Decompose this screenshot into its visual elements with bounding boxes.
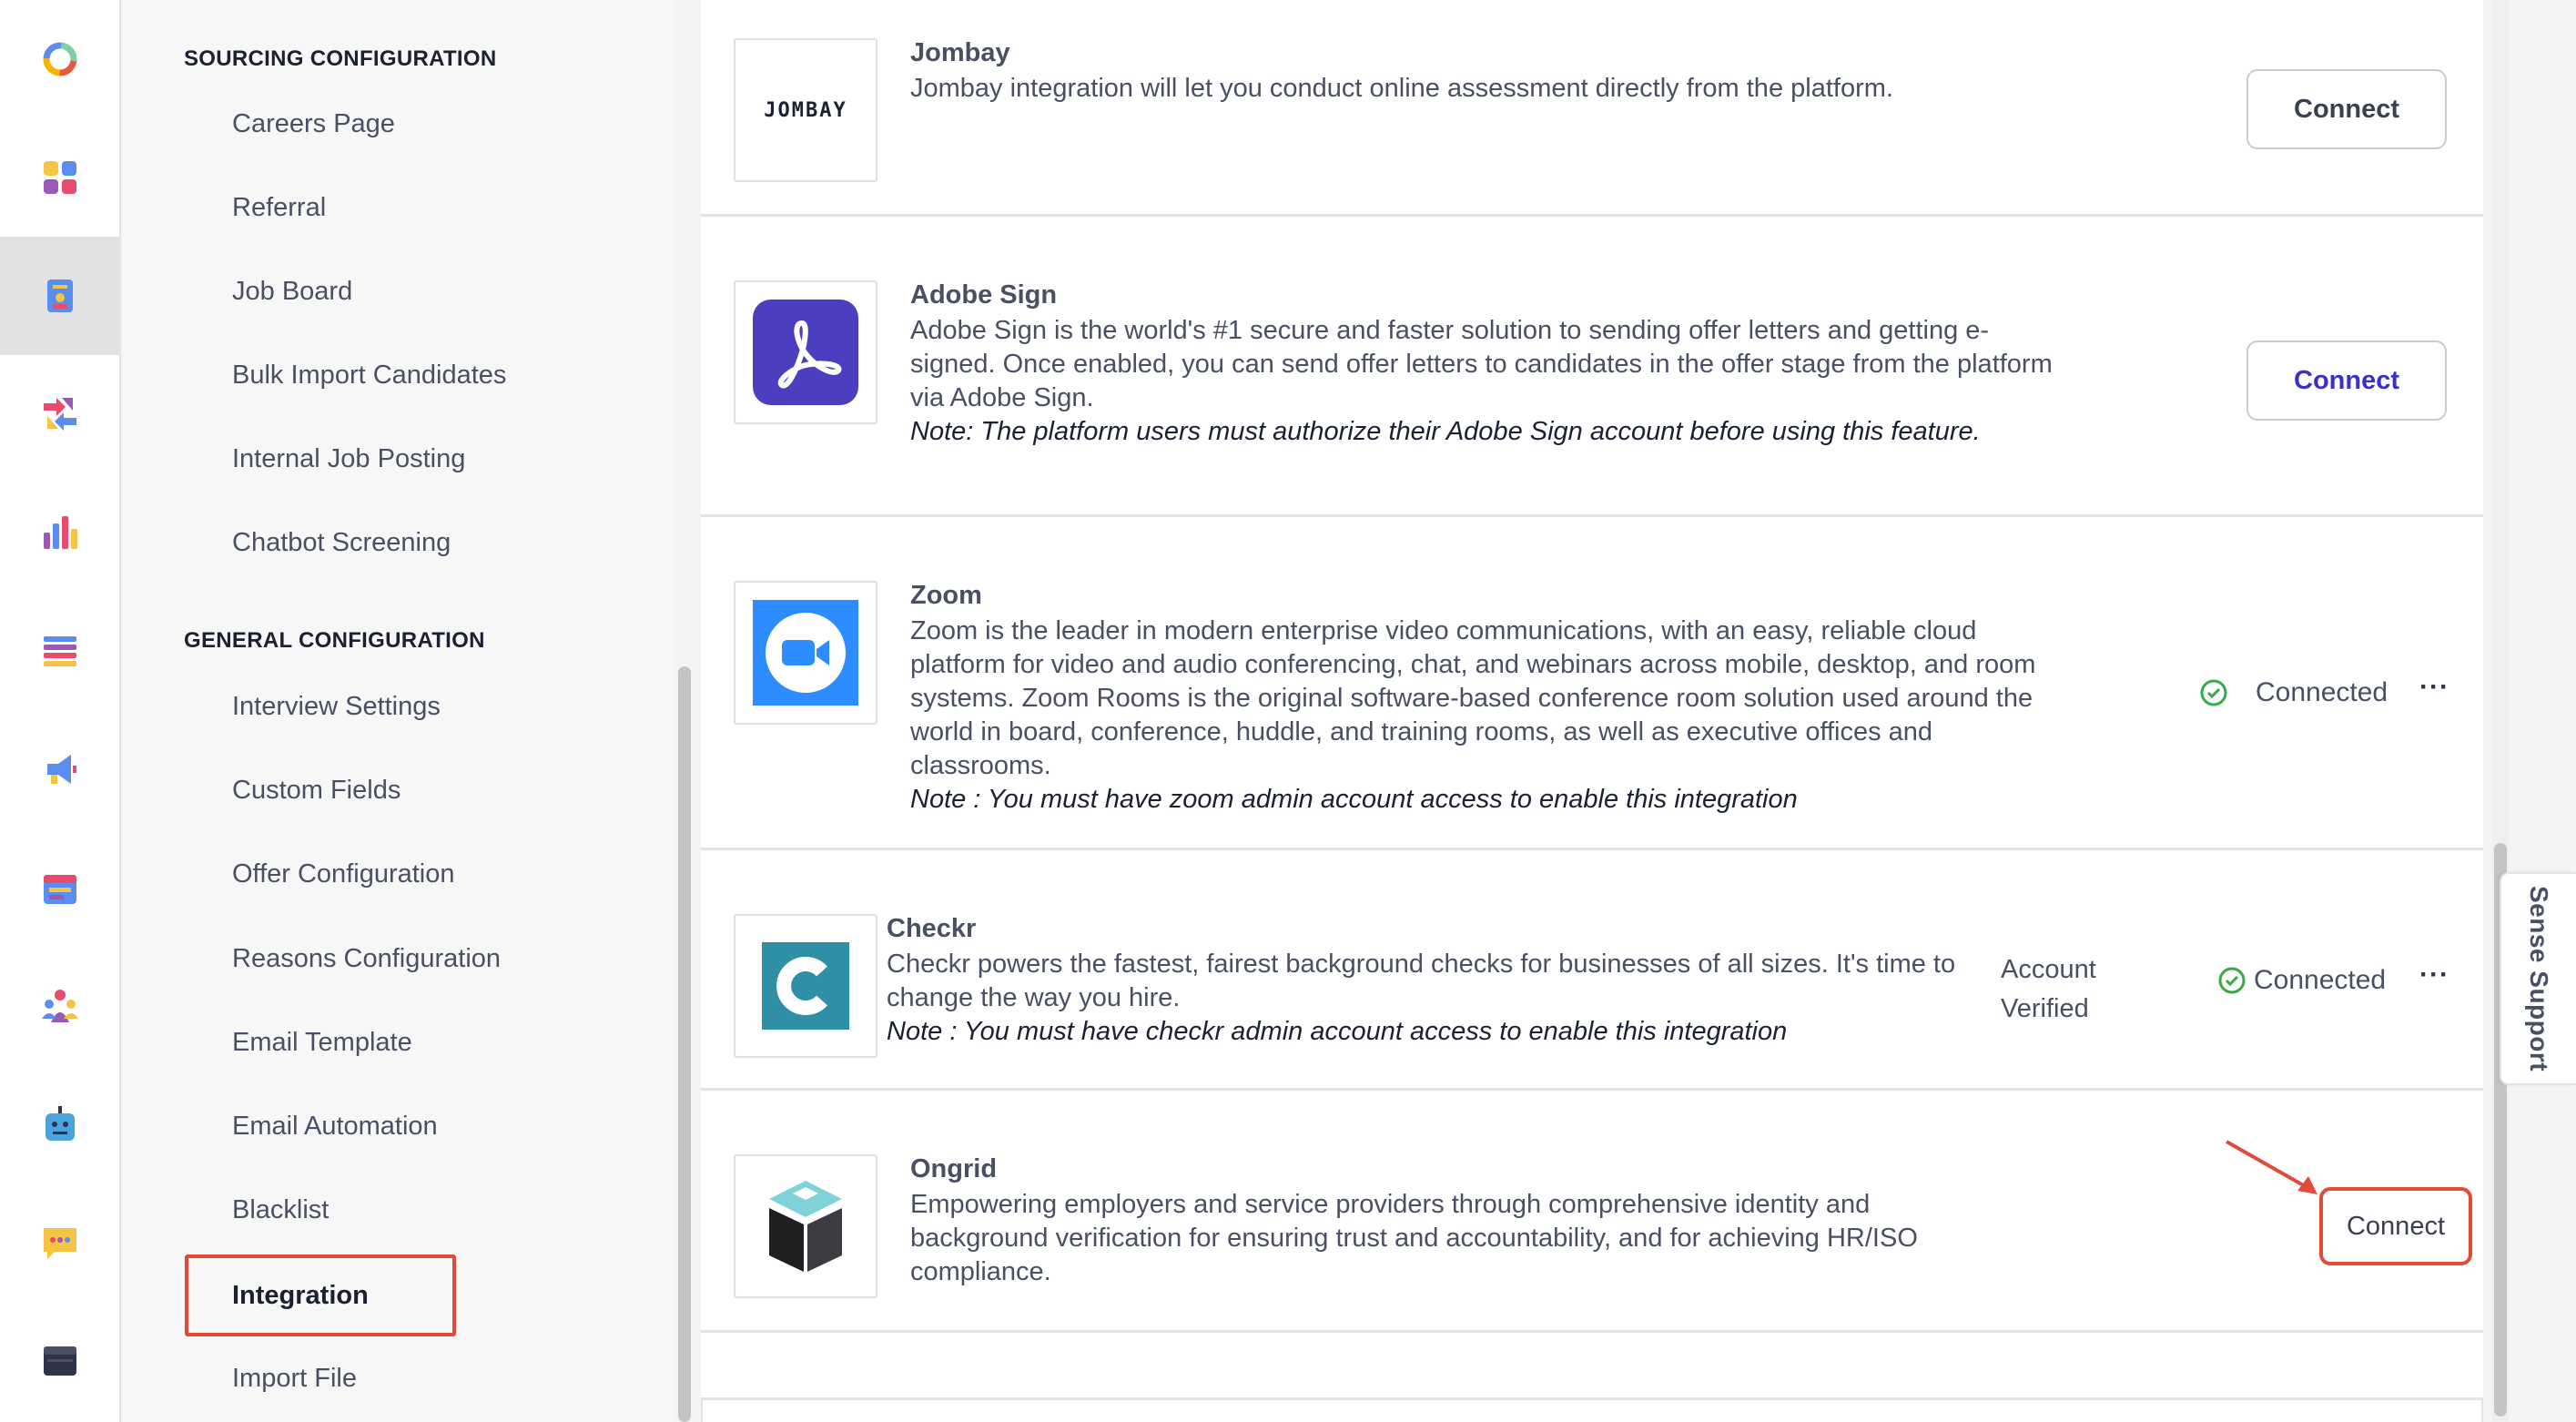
dashboard-icon[interactable] — [0, 118, 119, 237]
integration-title: Checkr — [887, 914, 977, 943]
checkr-icon — [751, 931, 860, 1041]
checkr-more-icon[interactable]: ··· — [2419, 960, 2449, 990]
ongrid-logo — [734, 1154, 877, 1298]
chat-icon[interactable] — [0, 1183, 119, 1302]
general-section-title: GENERAL CONFIGURATION — [184, 628, 485, 653]
arrow-annotation-icon — [2223, 1138, 2323, 1198]
integration-description: Zoom is the leader in modern enterprise video communications, with an easy, reliable cloud platform for video and audio conferencing, chat, and webinars across mobile, desktop, and room systems. Zoom Rooms is the original software-based conference room solution used around the world in board, conference, huddle, and training rooms, as well as executive offices and classrooms. Note : You must have zoom admin account access to enable this integration — [910, 615, 2057, 817]
megaphone-icon[interactable] — [0, 710, 119, 828]
menu-item-interview-settings[interactable]: Interview Settings — [232, 692, 441, 721]
integration-description: Jombay integration will let you conduct online assessment directly from the platform. — [910, 74, 1893, 103]
integration-card-ongrid — [701, 1091, 2483, 1333]
jombay-logo: JOMBAY — [734, 38, 877, 182]
integration-card-checkr — [701, 850, 2483, 1091]
menu-item-internal-job-posting[interactable]: Internal Job Posting — [232, 444, 466, 473]
menu-item-job-board[interactable]: Job Board — [232, 277, 353, 306]
integration-title: Zoom — [910, 581, 982, 610]
ongrid-connect-button[interactable]: Connect — [2319, 1187, 2472, 1265]
adobe-sign-connect-button[interactable]: Connect — [2246, 340, 2447, 421]
list-icon[interactable] — [0, 592, 119, 710]
menu-item-referral[interactable]: Referral — [232, 193, 327, 222]
integration-title: Adobe Sign — [910, 280, 1058, 310]
zoom-more-icon[interactable]: ··· — [2419, 672, 2449, 702]
sidebar-scrollbar[interactable] — [678, 666, 691, 1422]
bot-icon[interactable] — [0, 1065, 119, 1183]
menu-item-custom-fields[interactable]: Custom Fields — [232, 776, 401, 805]
menu-item-email-template[interactable]: Email Template — [232, 1028, 412, 1057]
menu-item-bulk-import[interactable]: Bulk Import Candidates — [232, 361, 507, 390]
menu-item-chatbot-screening[interactable]: Chatbot Screening — [232, 528, 451, 557]
menu-item-email-automation[interactable]: Email Automation — [232, 1112, 438, 1141]
sense-support-tab[interactable]: Sense Support — [2500, 872, 2576, 1085]
jombay-connect-button[interactable]: Connect — [2246, 69, 2447, 149]
integration-note: Note : You must have zoom admin account access to enable this integration — [910, 785, 1798, 814]
zoom-icon — [751, 598, 860, 707]
integration-note: Note : You must have checkr admin account access to enable this integration — [887, 1017, 1788, 1046]
icon-rail — [0, 0, 121, 1422]
account-verified-label: Account Verified — [2001, 955, 2096, 1023]
integration-description: Empowering employers and service providers through comprehensive identity and background verification for ensuring trust and accountability, and for achieving HR/ISO compliance. — [910, 1190, 1918, 1286]
team-icon[interactable] — [0, 947, 119, 1065]
checkr-status: Connected — [2217, 965, 2386, 996]
window-icon[interactable] — [0, 1302, 119, 1420]
integration-description: Checkr powers the fastest, fairest background checks for businesses of all sizes. It's time to change the way you hire. Note : You must have checkr admin account access to enable this integration — [887, 948, 2024, 1049]
check-circle-icon — [2199, 678, 2228, 707]
calendar-icon[interactable] — [0, 828, 119, 947]
sourcing-section-title: SOURCING CONFIGURATION — [184, 46, 497, 71]
adobe-sign-logo — [734, 280, 877, 424]
integration-description: Adobe Sign is the world's #1 secure and faster solution to sending offer letters and getting e-signed. Once enabled, you can send offer letters to candidates in the offer stage from the platform via Adobe Sign. Note: The platform users must authorize their Adobe Sign account before using this feature. — [910, 314, 2057, 449]
jobs-icon[interactable] — [0, 237, 119, 355]
integration-card-adobe-sign — [701, 217, 2483, 517]
integration-card-next — [701, 1333, 2483, 1400]
ongrid-cube-icon — [751, 1172, 860, 1281]
zoom-status: Connected — [2199, 677, 2388, 708]
zoom-logo — [734, 581, 877, 725]
menu-item-import-file[interactable]: Import File — [232, 1364, 357, 1393]
logo-ring-icon[interactable] — [0, 0, 119, 118]
adobe-acrobat-icon — [751, 298, 860, 407]
integration-title: Ongrid — [910, 1154, 998, 1183]
integration-title: Jombay — [910, 38, 1010, 67]
integration-note: Note: The platform users must authorize their Adobe Sign account before using this feature. — [910, 417, 1981, 446]
menu-item-offer-configuration[interactable]: Offer Configuration — [232, 859, 455, 889]
menu-item-blacklist[interactable]: Blacklist — [232, 1195, 330, 1224]
arrows-icon[interactable] — [0, 355, 119, 473]
config-sidebar — [123, 0, 674, 1422]
integration-card-zoom — [701, 517, 2483, 850]
check-circle-icon — [2217, 966, 2246, 995]
menu-item-reasons-configuration[interactable]: Reasons Configuration — [232, 944, 502, 973]
analytics-icon[interactable] — [0, 473, 119, 592]
menu-item-careers-page[interactable]: Careers Page — [232, 109, 395, 138]
integration-card-jombay — [701, 0, 2483, 217]
checkr-logo — [734, 914, 877, 1058]
menu-item-integration[interactable]: Integration — [185, 1254, 456, 1336]
